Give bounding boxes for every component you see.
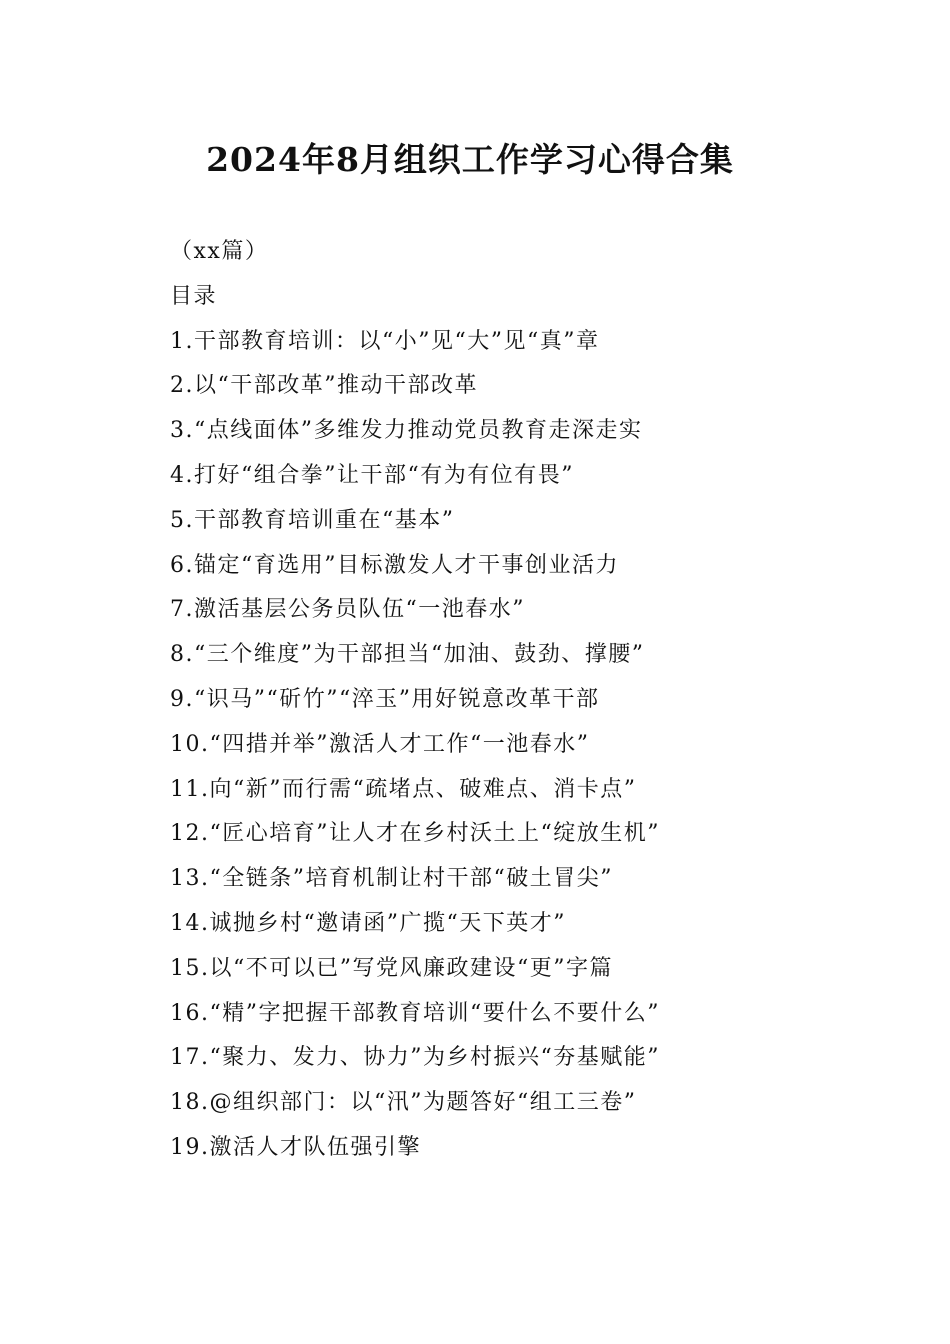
toc-item-18: 18.@组织部门：以“汛”为题答好“组工三卷”: [170, 1090, 637, 1116]
toc-item-2: 2.以“干部改革”推动干部改革: [170, 373, 478, 399]
toc-item-9: 9.“识马”“斫竹”“淬玉”用好锐意改革干部: [170, 686, 600, 712]
toc-heading: 目录: [170, 283, 218, 309]
toc-item-5: 5.干部教育培训重在“基本”: [170, 507, 455, 533]
toc-item-11: 11.向“新”而行需“疏堵点、破难点、消卡点”: [170, 776, 637, 802]
toc-item-7: 7.激活基层公务员队伍“一池春水”: [170, 597, 525, 623]
toc-item-19: 19.激活人才队伍强引擎: [170, 1134, 421, 1160]
toc-item-15: 15.以“不可以已”写党风廉政建设“更”字篇: [170, 955, 613, 981]
toc-item-13: 13.“全链条”培育机制让村干部“破土冒尖”: [170, 866, 613, 892]
table-of-contents: [170, 320, 910, 1171]
document-body: [170, 230, 910, 1171]
toc-item-3: 3.“点线面体”多维发力推动党员教育走深走实: [170, 418, 643, 444]
toc-item-16: 16.“精”字把握干部教育培训“要什么不要什么”: [170, 1000, 660, 1026]
toc-item-1: 1.干部教育培训：以“小”见“大”见“真”章: [170, 328, 600, 354]
document-title: 2024年8月组织工作学习心得合集: [206, 140, 734, 179]
toc-item-14: 14.诚抛乡村“邀请函”广揽“天下英才”: [170, 910, 566, 936]
document-subtitle: （xx篇）: [170, 239, 269, 264]
toc-item-8: 8.“三个维度”为干部担当“加油、鼓劲、撑腰”: [170, 642, 645, 668]
toc-item-10: 10.“四措并举”激活人才工作“一池春水”: [170, 731, 590, 757]
toc-item-4: 4.打好“组合拳”让干部“有为有位有畏”: [170, 462, 574, 488]
toc-item-12: 12.“匠心培育”让人才在乡村沃土上“绽放生机”: [170, 821, 660, 847]
toc-item-17: 17.“聚力、发力、协力”为乡村振兴“夯基赋能”: [170, 1045, 660, 1071]
toc-item-6: 6.锚定“育选用”目标激发人才干事创业活力: [170, 552, 619, 578]
